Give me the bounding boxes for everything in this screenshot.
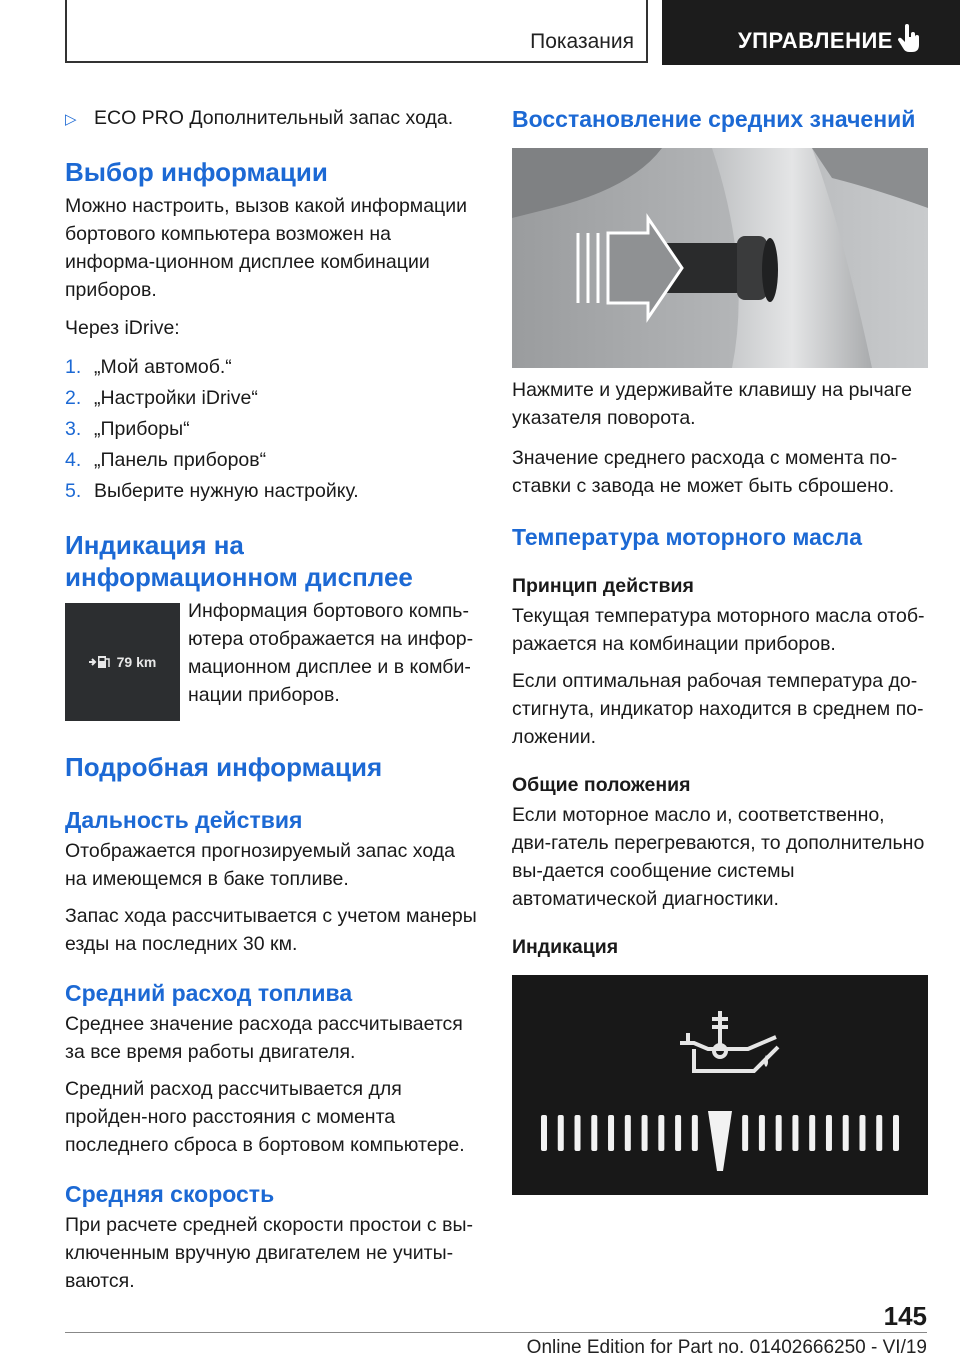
oil-temperature-icon bbox=[680, 1011, 778, 1071]
avg-speed-text: При расчете средней скорости простои с вы-ключенным вручную двигателем не учиты-ваются. bbox=[65, 1214, 473, 1292]
list-item: 4. „Панель приборов“ bbox=[65, 449, 267, 471]
left-column bbox=[65, 98, 478, 1295]
hand-pointer-icon bbox=[896, 24, 922, 54]
gauge-tick bbox=[843, 1115, 849, 1151]
list-item: 5. Выберите нужную настройку. bbox=[65, 480, 359, 502]
gauge-tick bbox=[876, 1115, 882, 1151]
principle-text-2: Если оптимальная рабочая температура до-стигнута, индикатор находится в среднем по-ложении. bbox=[512, 670, 924, 748]
gauge-tick bbox=[859, 1115, 865, 1151]
turn-signal-lever-image bbox=[512, 148, 928, 368]
gauge-tick bbox=[759, 1115, 765, 1151]
range-heading: Дальность действия bbox=[65, 807, 303, 833]
principle-text-1: Текущая температура моторного масла отоб-ражается на комбинации приборов. bbox=[512, 605, 925, 655]
avg-speed-heading: Средняя скорость bbox=[65, 1181, 275, 1207]
gauge-tick bbox=[826, 1115, 832, 1151]
oil-temp-gauge bbox=[512, 975, 928, 1195]
page-number: 145 bbox=[883, 1301, 927, 1331]
gauge-tick bbox=[776, 1115, 782, 1151]
info-selection-text: Можно настроить, вызов какой информации бортового компьютера возможен на информа-ционном дисплее комбинации приборов. bbox=[65, 195, 467, 301]
via-idrive-label: Через iDrive: bbox=[65, 317, 180, 339]
range-display-image bbox=[65, 603, 180, 721]
gauge-tick bbox=[608, 1115, 614, 1151]
gauge-scale bbox=[541, 1111, 899, 1171]
gauge-tick bbox=[575, 1115, 581, 1151]
details-heading: Подробная информация bbox=[65, 752, 383, 782]
display-text: Информация бортового компь-ютера отображается на инфор-мационном дисплее и в комби-нации приборов. bbox=[188, 600, 474, 706]
section-title: Показания bbox=[530, 30, 634, 53]
gauge-tick bbox=[675, 1115, 681, 1151]
gauge-tick bbox=[625, 1115, 631, 1151]
indication-heading: Индикация bbox=[512, 936, 619, 958]
chapter-tab[interactable] bbox=[662, 0, 960, 65]
list-item: 3. „Приборы“ bbox=[65, 418, 190, 440]
idrive-steps-list bbox=[65, 352, 478, 507]
range-text-1: Отображается прогнозируемый запас хода на имеющемся в баке топливе. bbox=[65, 840, 455, 890]
range-text-2: Запас хода рассчитывается с учетом манеры езды на последних 30 км. bbox=[65, 905, 477, 955]
triangle-bullet-icon: ▷ bbox=[65, 111, 77, 128]
fuel-pump-icon bbox=[89, 655, 111, 669]
header-section-box bbox=[65, 0, 648, 63]
reset-text-1: Нажмите и удерживайте клавишу на рычаге указателя поворота. bbox=[512, 379, 912, 429]
eco-pro-bullet bbox=[65, 104, 478, 132]
gauge-tick bbox=[558, 1115, 564, 1151]
reset-heading: Восстановление средних значений bbox=[512, 106, 916, 132]
fuel-text-2: Средний расход рассчитывается для пройден-ного расстояния с момента последнего сброса в бортовом компьютере. bbox=[65, 1078, 465, 1156]
gauge-tick bbox=[692, 1115, 698, 1151]
eco-pro-text: ECO PRO Дополнительный запас хода. bbox=[94, 107, 454, 129]
display-heading: Индикация на информационном дисплее bbox=[65, 530, 413, 592]
edition-footer: Online Edition for Part no. 01402666250 - VI/19 bbox=[526, 1337, 927, 1358]
oil-temp-gauge-image bbox=[512, 975, 928, 1195]
gauge-tick bbox=[893, 1115, 899, 1151]
right-column bbox=[512, 98, 928, 1195]
list-item: 2. „Настройки iDrive“ bbox=[65, 387, 258, 409]
gauge-tick bbox=[658, 1115, 664, 1151]
gauge-tick bbox=[809, 1115, 815, 1151]
oil-temp-heading: Температура моторного масла bbox=[512, 524, 863, 550]
gauge-pointer bbox=[708, 1111, 732, 1171]
footer-rule bbox=[65, 1332, 927, 1333]
gauge-tick bbox=[742, 1115, 748, 1151]
gauge-tick bbox=[541, 1115, 547, 1151]
display-section bbox=[65, 600, 478, 721]
chapter-title: УПРАВЛЕНИЕ bbox=[738, 28, 893, 53]
gauge-tick bbox=[591, 1115, 597, 1151]
fuel-text-1: Среднее значение расхода рассчитывается за все время работы двигателя. bbox=[65, 1013, 463, 1063]
general-text: Если моторное масло и, соответственно, дви-гатель перегреваются, то дополнительно вы-дается сообщение системы автоматической диагностики. bbox=[512, 804, 925, 910]
principle-heading: Принцип действия bbox=[512, 575, 694, 597]
list-item: 1. „Мой автомоб.“ bbox=[65, 356, 232, 378]
range-readout: 79 km bbox=[116, 654, 157, 670]
gauge-tick bbox=[792, 1115, 798, 1151]
fuel-consumption-heading: Средний расход топлива bbox=[65, 980, 353, 1006]
general-heading: Общие положения bbox=[512, 774, 691, 796]
gauge-tick bbox=[642, 1115, 648, 1151]
info-selection-heading: Выбор информации bbox=[65, 157, 328, 187]
reset-text-2: Значение среднего расхода с момента по-ставки с завода не может быть сброшено. bbox=[512, 447, 898, 497]
